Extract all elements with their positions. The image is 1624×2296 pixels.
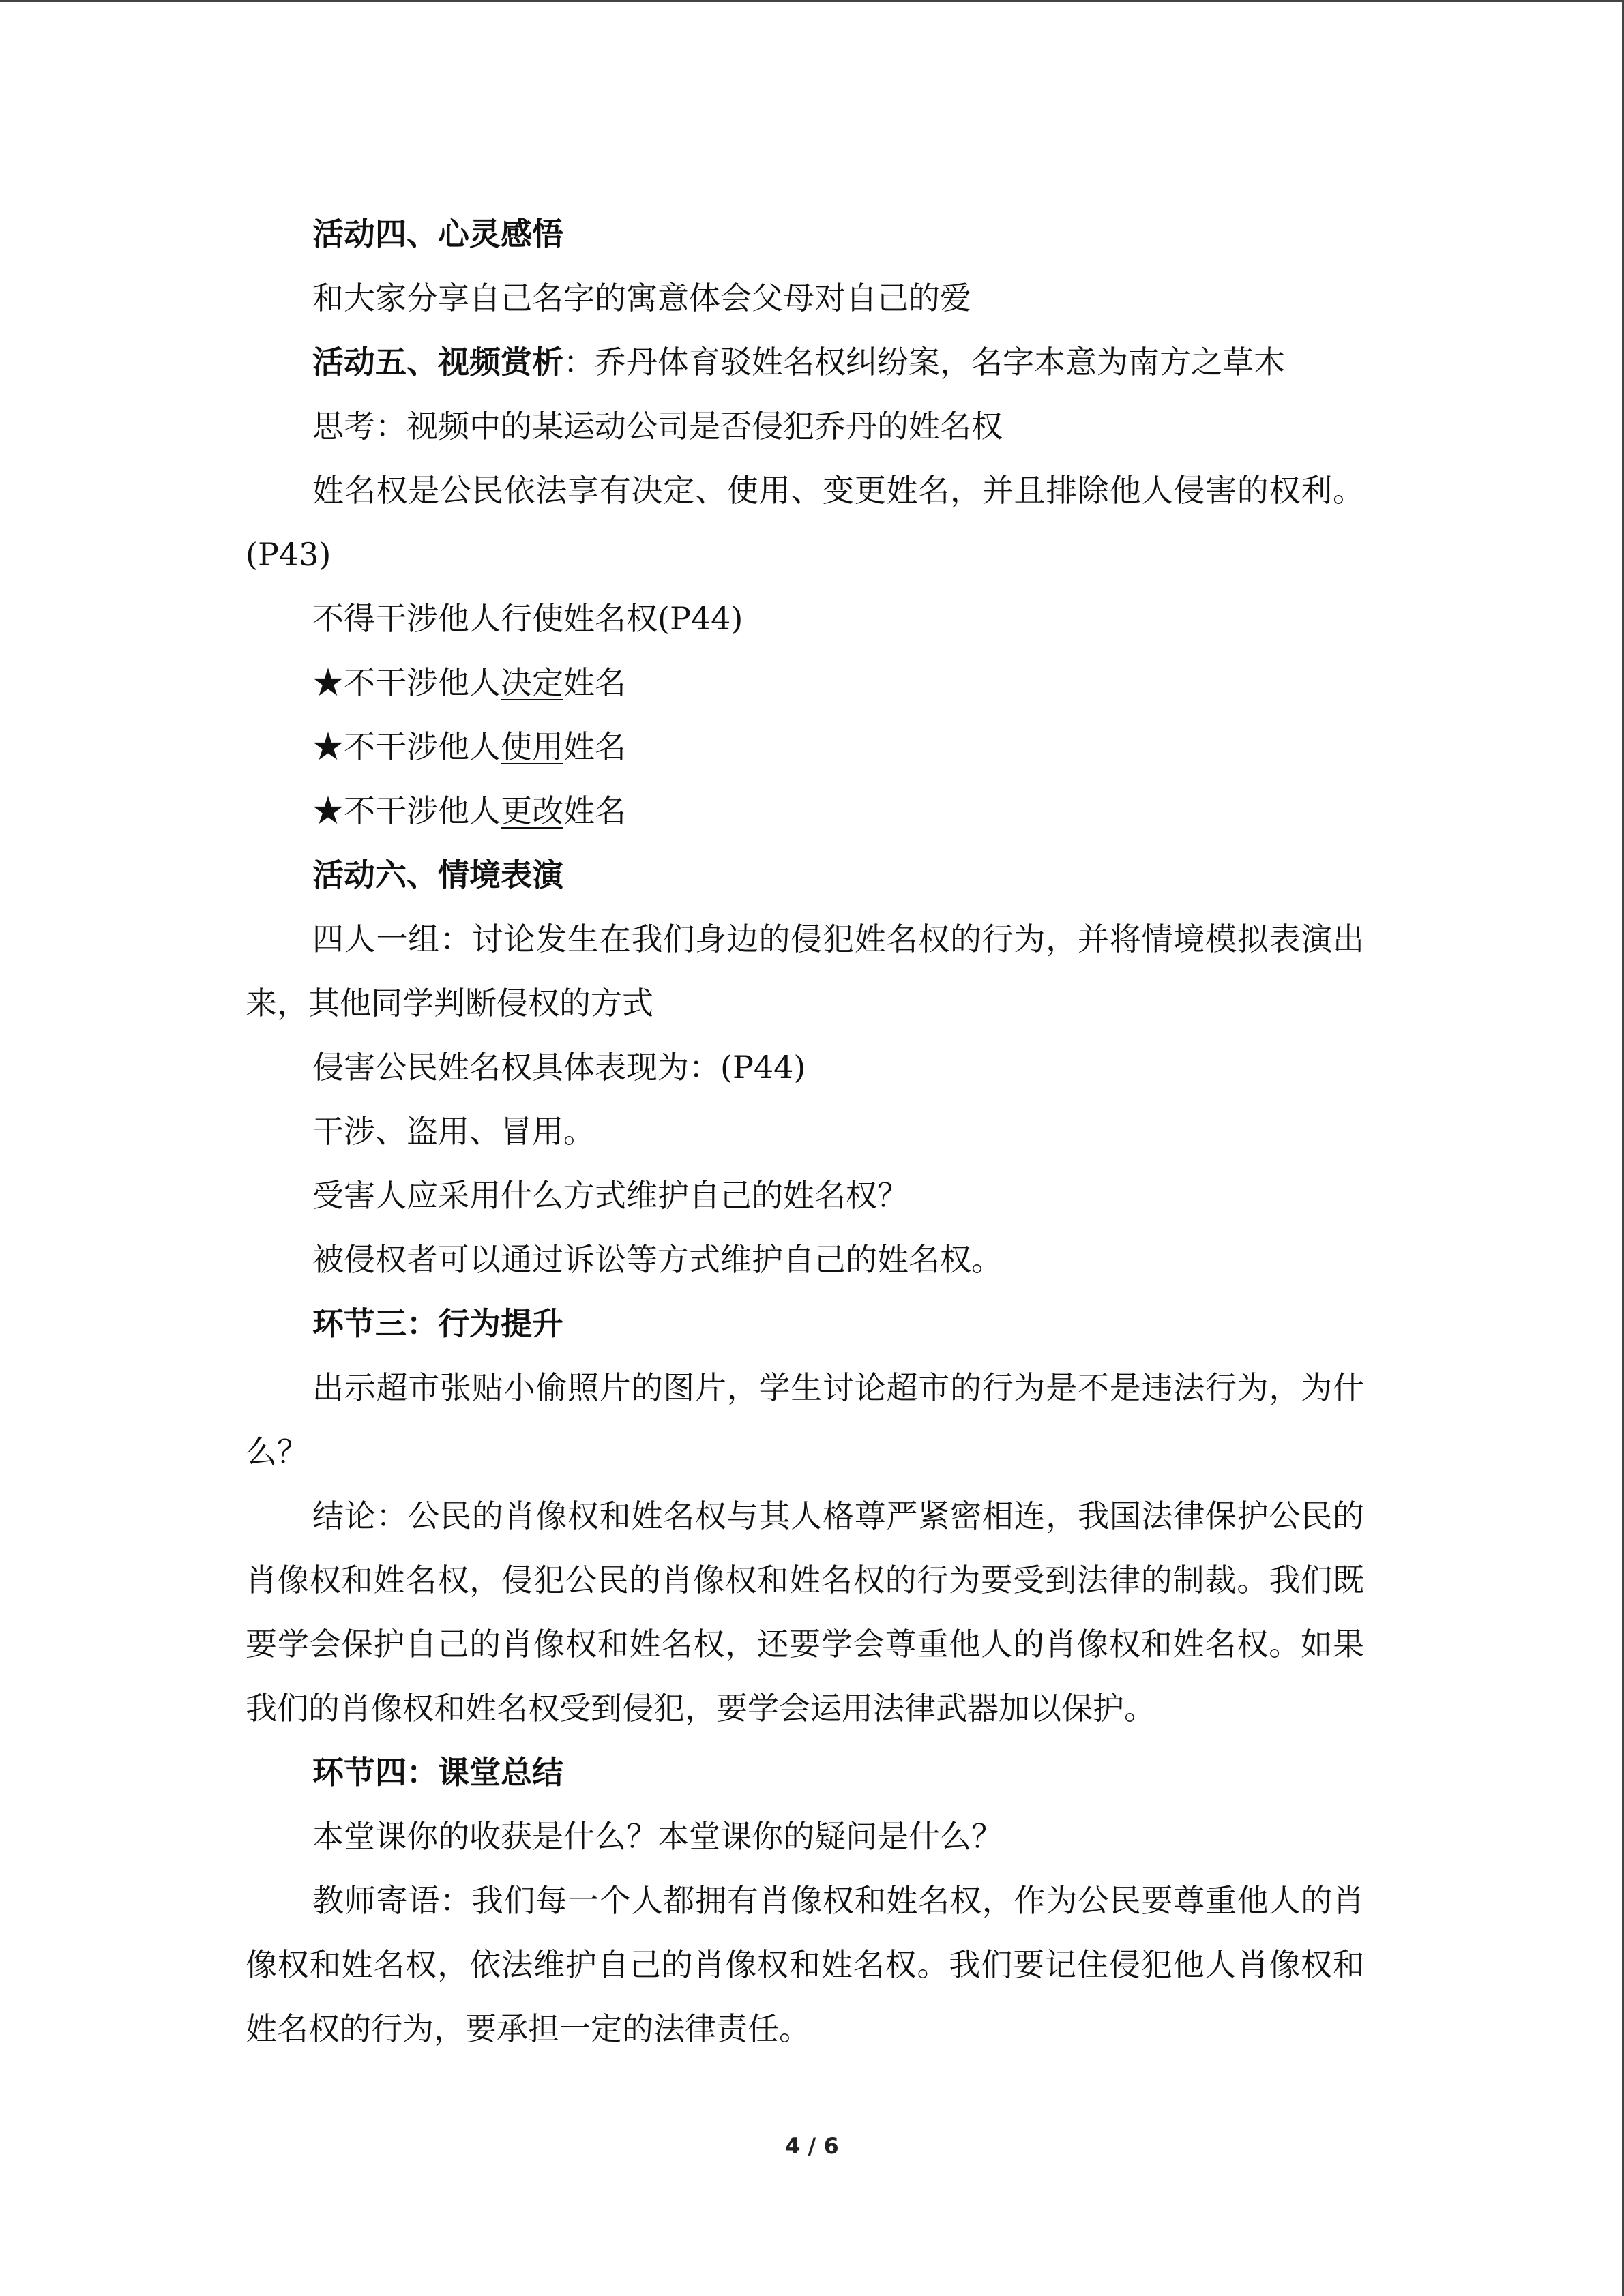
- star-item-prefix: ★不干涉他人: [312, 664, 501, 701]
- infringe-list-text: 干涉、盗用、冒用。: [312, 1113, 595, 1150]
- activity5-heading: 活动五、视频赏析: [312, 344, 563, 381]
- star-item-keyword: 更改: [501, 792, 563, 829]
- think-text: 思考：视频中的某运动公司是否侵犯乔丹的姓名权: [312, 408, 1003, 445]
- star-item-use: [246, 715, 1364, 779]
- star-item-suffix: 姓名: [563, 664, 626, 701]
- star-item-prefix: ★不干涉他人: [312, 728, 501, 765]
- page-number: 4 / 6: [785, 2133, 839, 2159]
- conclusion-paragraph: 结论：公民的肖像权和姓名权与其人格尊严紧密相连，我国法律保护公民的肖像权和姓名权，侵犯公民的肖像权和姓名权的行为要受到法律的制裁。我们既要学会保护自己的肖像权和姓名权，还要学会尊重他人的肖像权和姓名权。如果我们的肖像权和姓名权受到侵犯，要学会运用法律武器加以保护。: [246, 1497, 1364, 1727]
- star-item-change: [246, 779, 1364, 843]
- star-item-suffix: 姓名: [563, 792, 626, 829]
- activity4-text: 和大家分享自己名字的寓意体会父母对自己的爱: [312, 280, 971, 316]
- document-body: [246, 202, 1364, 2061]
- activity6-heading: 活动六、情境表演: [312, 856, 563, 893]
- star-item-prefix: ★不干涉他人: [312, 792, 501, 829]
- star-item-decide: [246, 651, 1364, 715]
- star-item-suffix: 姓名: [563, 728, 626, 765]
- activity6-paragraph: 四人一组：讨论发生在我们身边的侵犯姓名权的行为，并将情境模拟表演出来，其他同学判断侵权的方式: [246, 921, 1364, 1022]
- definition-paragraph: 姓名权是公民依法享有决定、使用、变更姓名，并且排除他人侵害的权利。(P43): [246, 472, 1364, 573]
- activity5-text: ：乔丹体育驳姓名权纠纷案，名字本意为南方之草木: [563, 344, 1285, 381]
- activity5-line: [246, 330, 1364, 394]
- infringe-forms-text: 侵害公民姓名权具体表现为：(P44): [312, 1049, 806, 1086]
- star-item-keyword: 使用: [501, 728, 563, 765]
- star-item-keyword: 决定: [501, 664, 563, 701]
- step3-heading: 环节三：行为提升: [312, 1305, 563, 1342]
- victim-answer-text: 被侵权者可以通过诉讼等方式维护自己的姓名权。: [312, 1241, 1003, 1278]
- teacher-message-paragraph: 教师寄语：我们每一个人都拥有肖像权和姓名权，作为公民要尊重他人的肖像权和姓名权，依法维护自己的肖像权和姓名权。我们要记住侵犯他人肖像权和姓名权的行为，要承担一定的法律责任。: [246, 1882, 1364, 2047]
- step4-text: 本堂课你的收获是什么？本堂课你的疑问是什么？: [312, 1818, 1003, 1855]
- victim-question-text: 受害人应采用什么方式维护自己的姓名权？: [312, 1177, 909, 1214]
- activity4-heading: 活动四、心灵感悟: [312, 215, 563, 252]
- step3-paragraph: 出示超市张贴小偷照片的图片，学生讨论超市的行为是不是违法行为，为什么？: [246, 1369, 1364, 1470]
- step4-heading: 环节四：课堂总结: [312, 1754, 563, 1791]
- no-interfere-text: 不得干涉他人行使姓名权(P44): [312, 600, 743, 637]
